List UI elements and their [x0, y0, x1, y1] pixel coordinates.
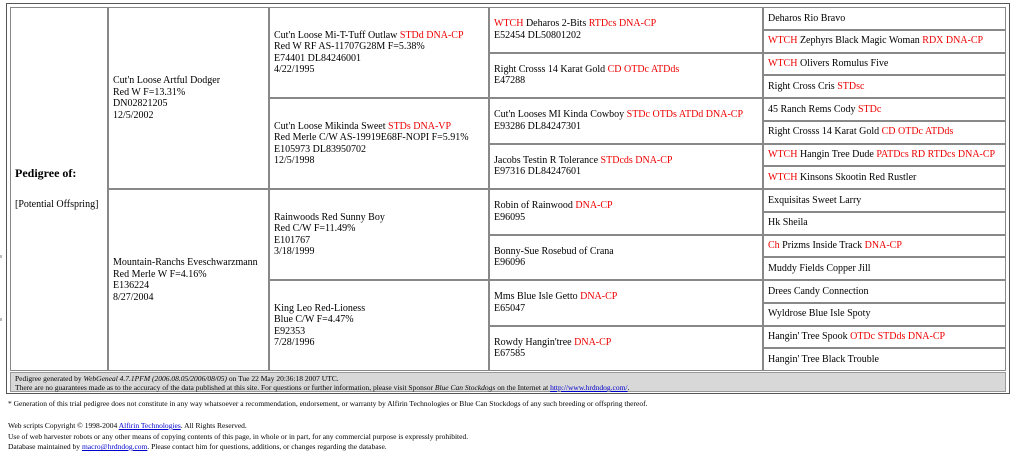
alfirin-link[interactable]: Alfirin Technologies	[118, 421, 181, 430]
ancestor-color: Red W F=13.31%	[113, 86, 186, 98]
title-badges: STDc	[858, 103, 882, 115]
harvester-note: Use of web harvester robots or any other means of copying contents of this page, in whole or in part, for any commercial purpose is expressly prohibited.	[8, 432, 469, 441]
gg-grandparent-cell[interactable]	[763, 144, 1006, 167]
ancestor-color: Red C/W F=11.49%	[274, 223, 356, 234]
ancestor-name-line[interactable]	[274, 121, 484, 133]
gg-grandparent-cell[interactable]	[763, 121, 1006, 144]
gg-grandparent-cell[interactable]	[763, 30, 1006, 53]
ancestor-name[interactable]: King Leo Red-Lioness	[274, 302, 366, 314]
ancestor-reg: E92353	[274, 325, 306, 337]
gg-grandparent-cell[interactable]	[763, 75, 1006, 98]
maintainer-email-link[interactable]: macro@hrdndog.com	[81, 442, 148, 451]
ancestor-name[interactable]: Olivers Romulus Five	[799, 58, 889, 70]
generator-name: WebGeneal 4.7.1PFM (2006.08.05/2006/08/05)	[83, 374, 227, 383]
generated-line	[15, 374, 1001, 383]
grandparent-cell	[269, 98, 489, 189]
pedigree-frame	[6, 3, 1010, 394]
ancestor-date: 7/28/1996	[274, 337, 315, 348]
ancestor-name-line[interactable]	[494, 337, 758, 349]
ancestor-name[interactable]: Exquisitas Sweet Larry	[768, 194, 862, 206]
sponsor-link[interactable]: http://www.hrdndog.com/	[550, 383, 628, 392]
title-badges: DNA-CP	[574, 336, 612, 348]
ancestor-name-line[interactable]	[494, 246, 758, 258]
disclaimer-line	[15, 383, 1001, 392]
title-badges: DNA-CP	[580, 291, 618, 303]
ancestor-name-line[interactable]	[494, 291, 758, 303]
ancestor-reg: E105973 DL83950702	[274, 143, 366, 155]
ancestor-reg: E65047	[494, 302, 526, 314]
ancestor-reg: E97316 DL84247601	[494, 166, 581, 178]
title-badges: STDsc	[837, 80, 865, 92]
gg-grandparent-cell[interactable]	[763, 53, 1006, 76]
title-badges: CD OTDc ATDds	[607, 63, 680, 75]
grandparent-cell	[269, 280, 489, 371]
ancestor-name[interactable]: Mountain-Ranchs Eveschwarzmann	[113, 257, 258, 268]
ancestor-name[interactable]: Hk Sheila	[768, 217, 808, 229]
ancestor-color: Red W RF AS-11707G28M F=5.38%	[274, 41, 425, 52]
generated-suffix: on Tue 22 May 20:36:18 2007 UTC.	[226, 374, 339, 383]
copyright-suffix: . All Rights Reserved.	[180, 421, 247, 430]
ancestor-color: Red Merle C/W AS-19919E68F-NOPI F=5.91%	[274, 132, 469, 143]
title-badges: STDcds DNA-CP	[600, 154, 673, 166]
left-edge-mark	[0, 318, 2, 321]
title-badges: RDX DNA-CP	[922, 35, 984, 47]
gg-grandparent-cell[interactable]	[763, 7, 1006, 30]
left-edge-mark	[0, 255, 2, 258]
sponsor-name: Blue Can Stockdogs	[434, 383, 496, 392]
ancestor-name[interactable]: Right Crosss 14 Karat Gold	[768, 126, 880, 138]
ancestor-reg: E96095	[494, 211, 526, 223]
title-prefix: WTCH	[768, 171, 798, 183]
title-badges: RTDcs DNA-CP	[588, 18, 657, 30]
ancestor-name[interactable]: Rowdy Hangin'tree	[494, 336, 572, 348]
ancestor-reg: E136224	[113, 280, 150, 291]
ancestor-name-line[interactable]	[274, 303, 484, 315]
ancestor-name[interactable]: Prizms Inside Track	[782, 240, 863, 252]
pedigree-title: Pedigree of:	[15, 165, 77, 180]
ancestor-name[interactable]: Deharos Rio Bravo	[768, 12, 846, 24]
copyright-prefix: Web scripts Copyright © 1998-2004	[8, 421, 119, 430]
title-badges: OTDc STDds DNA-CP	[850, 331, 946, 343]
title-badges: CD OTDc ATDds	[881, 126, 954, 138]
ancestor-name[interactable]: Kinsons Skootin Red Rustler	[799, 171, 917, 183]
disclaimer-mid: on the Internet at	[495, 383, 551, 392]
gg-grandparent-cell[interactable]	[763, 280, 1006, 303]
disclaimer-end: .	[627, 383, 630, 392]
ancestor-name[interactable]: Cut'n Loose Mi-T-Tuff Outlaw	[274, 29, 398, 41]
ancestor-name[interactable]: Rainwoods Red Sunny Boy	[274, 211, 385, 223]
great-grandparent-cell	[489, 53, 763, 99]
ancestor-name-line[interactable]	[494, 155, 758, 167]
maintainer-line	[8, 442, 387, 452]
title-prefix: Ch	[768, 240, 780, 252]
ancestor-date: 8/27/2004	[113, 291, 154, 303]
gg-grandparent-cell[interactable]	[763, 303, 1006, 326]
gg-grandparent-cell[interactable]	[763, 326, 1006, 349]
title-prefix: WTCH	[768, 58, 798, 70]
ancestor-name[interactable]: Muddy Fields Copper Jill	[768, 262, 871, 274]
ancestor-reg: DN02821205	[113, 98, 168, 109]
ancestor-reg: E67585	[494, 348, 526, 360]
gg-grandparent-cell[interactable]	[763, 189, 1006, 212]
title-badges: STDd DNA-CP	[399, 29, 464, 41]
ancestor-name-line[interactable]	[494, 109, 758, 121]
generation-footer	[10, 372, 1006, 392]
disclaimer-text: There are no guarantees made as to the accuracy of the data published at this site. For questions or further information, please visit Sponsor	[15, 383, 435, 392]
grandparent-cell	[269, 189, 489, 280]
ancestor-name[interactable]: Hangin' Tree Black Trouble	[768, 353, 879, 365]
great-grandparent-cell	[489, 144, 763, 190]
ancestor-name[interactable]: Cut'n Looses MI Kinda Cowboy	[494, 109, 625, 121]
ancestor-name[interactable]: Hangin Tree Dude	[799, 149, 874, 161]
ancestor-name[interactable]: Zephyrs Black Magic Woman	[799, 35, 920, 47]
ancestor-date: 4/22/1995	[274, 64, 315, 75]
title-badges: STDc OTDs ATDd DNA-CP	[626, 109, 744, 121]
ancestor-name[interactable]: Mms Blue Isle Getto	[494, 291, 578, 303]
title-badges: DNA-CP	[864, 240, 902, 252]
copyright-line	[8, 421, 247, 431]
ancestor-color: Red Merle W F=4.16%	[113, 268, 207, 280]
title-prefix: WTCH	[768, 149, 798, 161]
title-prefix: WTCH	[768, 35, 798, 47]
ancestor-name-line[interactable]	[494, 64, 758, 76]
ancestor-name[interactable]: Right Cross Cris	[768, 80, 835, 92]
ancestor-name[interactable]: Robin of Rainwood	[494, 200, 573, 212]
gg-grandparent-cell[interactable]	[763, 98, 1006, 121]
pedigree-grid	[10, 7, 1006, 371]
ancestor-name-line[interactable]	[494, 200, 758, 212]
ancestor-name[interactable]: Cut'n Loose Mikinda Sweet	[274, 120, 386, 132]
great-grandparent-cell	[489, 280, 763, 326]
pedigree-subtitle: [Potential Offspring]	[15, 199, 99, 210]
gg-grandparent-cell[interactable]	[763, 166, 1006, 189]
generated-prefix: Pedigree generated by	[15, 374, 84, 383]
ancestor-name[interactable]: Right Crosss 14 Karat Gold	[494, 63, 606, 75]
ancestor-name-line[interactable]	[494, 18, 758, 30]
ancestor-name[interactable]: Jacobs Testin R Tolerance	[494, 154, 599, 166]
gg-grandparent-cell[interactable]	[763, 212, 1006, 235]
title-badges: STDs DNA-VP	[388, 120, 452, 132]
ancestor-reg: E93286 DL84247301	[494, 120, 581, 132]
ancestor-date: 3/18/1999	[274, 246, 315, 257]
great-grandparent-cell	[489, 189, 763, 235]
ancestor-name[interactable]: Cut'n Loose Artful Dodger	[113, 75, 221, 86]
ancestor-reg: E52454 DL50801202	[494, 29, 581, 41]
trial-note: * Generation of this trial pedigree does not constitute in any way whatsoever a recommendation, endorsement, or warranty by Alfirin Technologies or Blue Can Stockdogs of any such breeding or offspring thereof.	[8, 399, 648, 408]
gg-grandparent-cell[interactable]	[763, 235, 1006, 258]
grandparent-cell	[269, 7, 489, 98]
title-badges: DNA-CP	[575, 200, 613, 212]
ancestor-name[interactable]: Drees Candy Connection	[768, 285, 869, 297]
ancestor-reg: E74401 DL84246001	[274, 52, 361, 64]
great-grandparent-cell	[489, 326, 763, 372]
ancestor-name[interactable]: Deharos 2-Bits	[525, 18, 587, 30]
title-badges: PATDcs RD RTDcs DNA-CP	[876, 149, 996, 161]
gg-grandparent-cell[interactable]	[763, 348, 1006, 371]
ancestor-reg: E47288	[494, 75, 526, 87]
gg-grandparent-cell[interactable]	[763, 257, 1006, 280]
ancestor-date: 12/5/1998	[274, 155, 315, 166]
ancestor-name-line[interactable]	[274, 30, 484, 42]
subject-cell	[10, 7, 108, 371]
great-grandparent-cell	[489, 98, 763, 144]
ancestor-reg: E96096	[494, 257, 526, 269]
ancestor-name[interactable]: Bonny-Sue Rosebud of Crana	[494, 245, 614, 257]
ancestor-date: 12/5/2002	[113, 109, 154, 121]
ancestor-reg: E101767	[274, 234, 311, 246]
maintainer-suffix: . Please contact him for questions, additions, or changes regarding the database.	[147, 442, 387, 451]
title-prefix: WTCH	[494, 18, 524, 30]
sire-cell	[108, 7, 269, 189]
dam-cell	[108, 189, 269, 371]
ancestor-name[interactable]: Wyldrose Blue Isle Spoty	[768, 308, 871, 320]
great-grandparent-cell	[489, 7, 763, 53]
great-grandparent-cell	[489, 235, 763, 281]
ancestor-name-line[interactable]	[274, 212, 484, 224]
maintainer-prefix: Database maintained by	[8, 442, 82, 451]
ancestor-name[interactable]: Hangin' Tree Spook	[768, 331, 848, 343]
ancestor-color: Blue C/W F=4.47%	[274, 314, 354, 325]
ancestor-name[interactable]: 45 Ranch Rems Cody	[768, 103, 856, 115]
